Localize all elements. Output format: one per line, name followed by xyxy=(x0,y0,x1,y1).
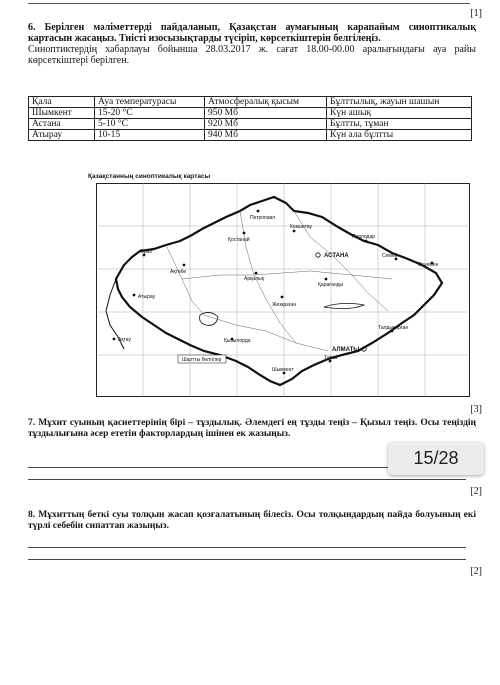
page-indicator-badge: 15/28 xyxy=(388,442,484,475)
top-rule xyxy=(28,3,470,4)
city-aktau-dot xyxy=(113,338,116,341)
table-header-row xyxy=(29,97,472,108)
cell: 10-15 xyxy=(95,130,205,141)
question-6-intro: Синоптиктердің хабарлауы бойынша 28.03.2017 ж. сағат 18.00-00.00 аралығындағы ауа райы көрсеткіштері берілген. xyxy=(28,44,476,66)
question-6-title: 6. Берілген мәліметтерді пайдаланып, Қазақстан аумағының карапайым синоптикалық картасын жасаңыз. Тиісті изосызықтарды түсіріп, көрсеткіштерін белгілеңіз. xyxy=(28,22,476,44)
question-6 xyxy=(28,22,476,66)
cell: Астана xyxy=(29,119,95,130)
synoptic-map xyxy=(96,183,470,397)
city-arkalyk-dot xyxy=(255,272,258,275)
mark-q6: [1] xyxy=(470,8,482,19)
cell: 15-20 °С xyxy=(95,108,205,119)
city-aktobe-dot xyxy=(183,264,186,267)
city-karagandy: Қарағанды xyxy=(318,282,344,288)
city-taraz: Тараз xyxy=(324,355,338,361)
city-almaty: АЛМАТЫ xyxy=(332,347,360,353)
city-zhezkazgan: Жезқазған xyxy=(272,302,297,308)
answer-line[interactable] xyxy=(28,479,466,480)
weather-table xyxy=(28,96,472,141)
table-row xyxy=(29,108,472,119)
city-pavlodar-dot xyxy=(365,240,368,243)
city-petropavl-dot xyxy=(257,210,260,213)
header-city: Қала xyxy=(29,97,95,108)
city-atyrau: Атырау xyxy=(138,294,156,300)
city-semei: Семей xyxy=(382,253,398,259)
header-temperature: Ауа температурасы xyxy=(95,97,205,108)
city-kostanai-dot xyxy=(243,232,246,235)
city-karagandy-dot xyxy=(325,278,328,281)
mark-map: [3] xyxy=(470,404,482,415)
city-kyzylorda: Қызылорда xyxy=(224,338,251,344)
cell: 920 Мб xyxy=(205,119,327,130)
city-oral: Орал xyxy=(140,249,153,255)
city-taldykorgan: Талдықорған xyxy=(378,325,409,331)
city-arkalyk: Арқалық xyxy=(244,276,264,282)
answer-line[interactable] xyxy=(28,559,466,560)
question-7: 7. Мұхит суының қасиеттерінің бірі – тұздылық. Әлемдегі ең тұзды теңіз – Қызыл теңіз. Осы теңіздің тұздылығына әсер ететін факторлардың ішінен ек жазыңыз. xyxy=(28,418,476,439)
city-petropavl: Петропавл xyxy=(250,215,276,221)
cell: 950 Мб xyxy=(205,108,327,119)
city-oskemen: Өскемен xyxy=(418,262,439,268)
cell: 5-10 °С xyxy=(95,119,205,130)
header-clouds: Бұлттылық, жауын шашын xyxy=(327,97,472,108)
map-frame xyxy=(97,184,470,397)
table-row xyxy=(29,119,472,130)
question-8: 8. Мұхиттың беткі суы толқын жасап қозғалатының білесіз. Осы толқындардың пайда болуының екі түрлі себебін сипаттап жазыңыз. xyxy=(28,510,476,531)
city-kokshetau-dot xyxy=(293,230,296,233)
city-kokshetau: Көкшетау xyxy=(290,224,312,230)
city-kostanai: Қостанай xyxy=(228,237,250,243)
cell: 940 Мб xyxy=(205,130,327,141)
cell: Шымкент xyxy=(29,108,95,119)
cell: Атырау xyxy=(29,130,95,141)
city-astana: АСТАНА xyxy=(324,253,349,259)
mark-q7: [2] xyxy=(470,486,482,497)
table-row xyxy=(29,130,472,141)
map-legend-label: Шартты белгілер xyxy=(182,357,222,363)
answer-line[interactable] xyxy=(28,547,466,548)
cell: Күн ала бұлтты xyxy=(327,130,472,141)
header-pressure: Атмосфералық қысым xyxy=(205,97,327,108)
cell: Күн ашық xyxy=(327,108,472,119)
city-shymkent: Шымкент xyxy=(272,367,294,373)
city-aktau: Ақтау xyxy=(118,337,131,343)
city-atyrau-dot xyxy=(133,294,136,297)
mark-q8: [2] xyxy=(470,566,482,577)
city-pavlodar: Павлодар xyxy=(352,234,376,240)
city-aktobe: Ақтөбе xyxy=(170,269,187,275)
cell: Бұлтты, тұман xyxy=(327,119,472,130)
map-title: Қазақстанның синоптикалық картасы xyxy=(88,173,211,180)
city-zhezkazgan-dot xyxy=(281,296,284,299)
